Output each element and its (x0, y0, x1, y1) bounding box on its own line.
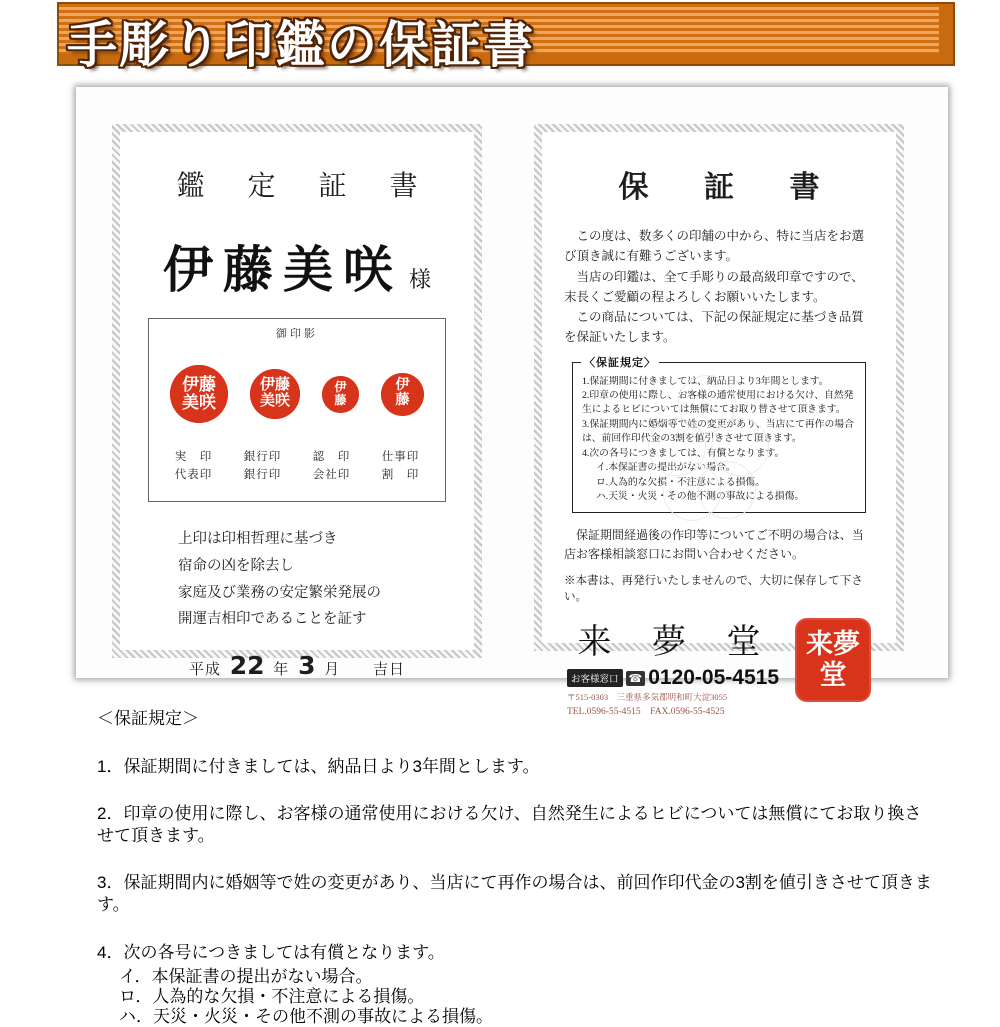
terms-box-item: 3.保証期間内に婚姻等で姓の変更があり、当店にて再作の場合は、前回作印代金の3割を値引きさせて頂きます。 (582, 418, 854, 445)
shop-row (542, 614, 896, 717)
shop-block (567, 614, 779, 717)
statement-line: 上印は印相哲理に基づき (178, 531, 338, 547)
seal-label-line: 仕事印 (381, 451, 420, 463)
seal-label-line: 銀行印 (243, 468, 282, 481)
seal-impression-shigotoin (381, 373, 424, 416)
warranty-title: 保 証 書 (618, 171, 844, 204)
seal-impression-jitsuin (170, 365, 228, 423)
honorific: 様 (408, 267, 431, 292)
terms-box-item: 2.印章の使用に際し、お客様の通常使用における欠け、自然発生によるヒビについては無償にてお取り替させて頂きます。 (582, 389, 854, 416)
date-month: 3 (298, 651, 316, 681)
terms-box-item: 4.次の各号につきましては、有償となります。 (582, 447, 785, 459)
date-year-unit: 年 (273, 662, 290, 679)
seal-label-line: 実 印 (174, 451, 213, 463)
seal-label-line: 認 印 (312, 451, 351, 463)
terms-box-subitem: ロ.人為的な欠損・不注意による損傷。 (596, 476, 765, 488)
terms-item-4: 4．次の各号につきましては有償となります。 (97, 942, 445, 962)
terms-subitem-i: イ．本保証書の提出がない場合。 (119, 966, 373, 986)
seal-impressions-row (149, 355, 445, 433)
terms-item-2: 2．印章の使用に際し、お客様の通常使用における欠け、自然発生によるヒビについては無償にてお取り換させて頂きます。 (97, 804, 922, 846)
terms-box-subitem: ハ.天災・火災・その他不測の事故による損傷。 (596, 491, 805, 503)
seal-impression-mitomein (322, 376, 359, 413)
date-month-unit: 月 (324, 662, 341, 679)
terms-subitem-ro: ロ．人為的な欠損・不注意による損傷。 (119, 986, 425, 1006)
warranty-paragraph: この度は、数多くの印舗の中から、特に当店をお選び頂き誠に有難うございます。 (564, 229, 865, 264)
terms-box-title: 〈保証規定〉 (581, 355, 659, 371)
seal-glyph: 伊藤 (334, 380, 347, 407)
certificates-photo (76, 87, 948, 718)
seal-glyph: 伊藤美咲 (259, 377, 290, 409)
seal-impression-ginkoin (250, 369, 300, 419)
imprint-box-label: 御印影 (276, 328, 318, 340)
terms-item-3: 3．保証期間内に婚姻等で姓の変更があり、当店にて再作の場合は、前回作印代金の3割を値引きさせて頂きます。 (97, 873, 932, 915)
freedial-icon: ☎ (626, 671, 646, 686)
customer-name: 伊藤美咲 (162, 242, 403, 298)
contact-phone-row (567, 666, 779, 690)
statement-line: 開運吉相印であることを証す (178, 611, 367, 628)
seal-label-line: 代表印 (174, 468, 213, 481)
terms-box-subitem: イ.本保証書の提出がない場合。 (596, 462, 736, 474)
warranty-terms-box (572, 356, 866, 513)
seal-label (382, 449, 420, 485)
appraisal-title: 鑑 定 証 書 (176, 171, 436, 202)
shop-name: 来 夢 堂 (577, 624, 777, 662)
seal-glyph: 伊藤 (395, 378, 410, 408)
seal-label (244, 449, 282, 485)
warranty-terms-section (97, 708, 932, 1027)
statement-line: 家庭及び業務の安定繁栄発展の (178, 584, 381, 601)
statement-line: 宿命の凶を除去し (178, 557, 294, 574)
shop-square-seal (795, 618, 871, 702)
warranty-paragraphs (564, 226, 874, 348)
contact-window-badge: お客様窓口 (567, 669, 623, 687)
shop-seal-glyph: 来夢堂 (805, 629, 860, 691)
date-day: 吉日 (372, 662, 405, 679)
seal-glyph: 伊藤美咲 (181, 375, 216, 412)
imprint-box (148, 318, 446, 502)
appraisal-statement (178, 526, 474, 633)
seal-label-line: 銀行印 (243, 451, 282, 463)
warranty-note: 保証期間経過後の作印等についてご不明の場合は、当店お客様相談窓口にお問い合わせください。 (564, 527, 864, 562)
warranty-certificate (534, 124, 904, 718)
shop-address: 〒515-0303 三重県多気郡明和町大淀3055 (567, 692, 728, 703)
terms-heading: ＜保証規定＞ (97, 709, 199, 728)
seal-label-line: 割 印 (381, 468, 420, 481)
header-banner (57, 2, 955, 73)
warranty-paragraph: 当店の印鑑は、全て手彫りの最高級印章ですので、末長くご愛顧の程よろしくお願いいたします。 (564, 269, 864, 304)
terms-box-item: 1.保証期間に付きましては、納品日より3年間とします。 (582, 375, 829, 387)
appraisal-date (120, 651, 474, 680)
terms-subitem-ha: ハ．天災・火災・その他不測の事故による損傷。 (119, 1006, 493, 1026)
phone-number: 0120-05-4515 (648, 666, 779, 690)
seal-label-line: 会社印 (312, 468, 351, 481)
seal-label (313, 449, 351, 485)
seal-label (175, 449, 213, 485)
shop-telfax: TEL.0596-55-4515 FAX.0596-55-4525 (567, 707, 725, 718)
appraisal-certificate (112, 124, 482, 681)
warranty-caution: ※本書は、再発行いたしませんので、大切に保存して下さい。 (564, 575, 863, 604)
warranty-paragraph: この商品については、下記の保証規定に基づき品質を保証いたします。 (564, 310, 864, 345)
terms-item-1: 1．保証期間に付きましては、納品日より3年間とします。 (97, 757, 540, 777)
page-title: 手彫り印鑑の保証書 (67, 17, 535, 73)
date-year: 22 (229, 651, 265, 681)
appraisal-name-row (120, 230, 474, 302)
date-era: 平成 (188, 662, 221, 679)
seal-labels-row (149, 449, 445, 485)
